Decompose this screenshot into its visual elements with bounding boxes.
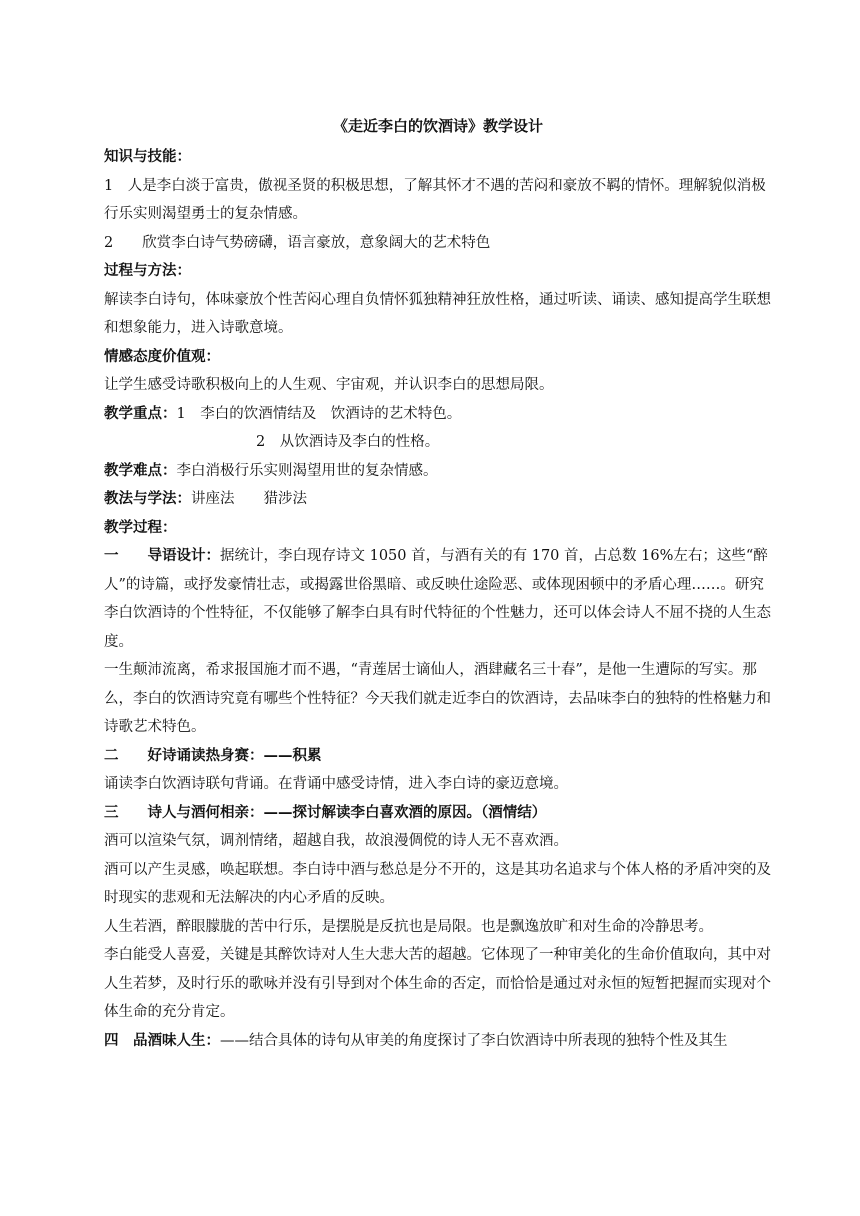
section-3-para-4: 李白能受人喜爱，关键是其醉饮诗对人生大悲大苦的超越。它体现了一种审美化的生命价值取向，其中对人生若梦，及时行乐的歌咏并没有引导到对个体生命的否定，而恰恰是通过对永恒的短暂把握而实现对个体生命的充分肯定。 — [104, 947, 771, 1020]
section-3-para-3: 人生若酒，醉眼朦胧的苦中行乐，是摆脱是反抗也是局限。也是飘逸放旷和对生命的冷静思考。 — [104, 918, 713, 935]
knowledge-item-1: 1 人是李白淡于富贵，傲视圣贤的积极思想，了解其怀才不遇的苦闷和豪放不羁的情怀。理解貌似消极行乐实则渴望勇士的复杂情感。 — [104, 177, 766, 222]
section-3-para-1: 酒可以渲染气氛，调剂情绪，超越自我，故浪漫倜傥的诗人无不喜欢酒。 — [104, 833, 568, 849]
method-label: 教法与学法： — [104, 491, 191, 507]
focus-label: 教学重点： — [104, 405, 177, 422]
section-3-para-2: 酒可以产生灵感，唤起联想。李白诗中酒与愁总是分不开的，这是其功名追求与个体人格的矛盾冲突的及时现实的悲观和无法解决的内心矛盾的反映。 — [104, 861, 771, 906]
knowledge-heading: 知识与技能： — [104, 149, 191, 165]
focus-row — [104, 400, 772, 429]
difficulty-row — [104, 457, 772, 486]
section-4-label: 四 品酒味人生： — [104, 1032, 220, 1049]
emotion-text: 让学生感受诗歌积极向上的人生观、宇宙观，并认识李白的思想局限。 — [104, 377, 554, 393]
procedure-heading: 教学过程： — [104, 519, 177, 536]
section-1-label: 一 导语设计： — [104, 548, 220, 564]
section-1 — [104, 542, 772, 656]
difficulty-text: 李白消极行乐实则渴望用世的复杂情感。 — [176, 462, 438, 479]
difficulty-label: 教学难点： — [104, 462, 177, 479]
section-1-text: 据统计，李白现存诗文 1050 首，与酒有关的有 170 首，占总数 16%左右；这些“醉人”的诗篇，或抒发豪情壮志，或揭露世俗黑暗、或反映仕途险恶、或体现困顿中的矛盾心理……。研究李白饮酒诗的个性特征，不仅能够了解李白具有时代特征的个性魅力，还可以体会诗人不屈不挠的人生态度。 — [104, 548, 771, 650]
focus-item-2: 2 从饮酒诗及李白的性格。 — [256, 434, 440, 450]
focus-item-1: 1 李白的饮酒情结及 饮酒诗的艺术特色。 — [176, 405, 462, 422]
emotion-heading: 情感态度价值观： — [104, 348, 220, 365]
method-text: 讲座法 猎涉法 — [191, 491, 307, 507]
section-1-para-2: 一生颠沛流离，希求报国施才而不遇，“青莲居士谪仙人，酒肆藏名三十春”，是他一生遭际的写实。那么，李白的饮酒诗究竟有哪些个性特征？今天我们就走近李白的饮酒诗，去品味李白的独特的性格魅力和诗歌艺术特色。 — [104, 662, 771, 735]
section-4 — [104, 1027, 772, 1056]
method-row — [104, 485, 772, 514]
section-2-text: 诵读李白饮酒诗联句背诵。在背诵中感受诗情，进入李白诗的豪迈意境。 — [104, 776, 568, 792]
section-4-text: ——结合具体的诗句从审美的角度探讨了李白饮酒诗中所表现的独特个性及其生 — [220, 1032, 728, 1049]
section-3-heading: 三 诗人与酒何相亲：——探讨解读李白喜欢酒的原因。（酒情结） — [104, 804, 547, 821]
process-heading: 过程与方法： — [104, 263, 191, 279]
knowledge-item-2: 2 欣赏李白诗气势磅礴，语言豪放，意象阔大的艺术特色 — [104, 234, 491, 251]
document-page — [104, 112, 772, 1055]
section-2-heading: 二 好诗诵读热身赛：——积累 — [104, 747, 322, 764]
document-title: 《走近李白的饮酒诗》教学设计 — [332, 117, 543, 135]
process-text: 解读李白诗句，体味豪放个性苦闷心理自负情怀狐独精神狂放性格，通过听读、诵读、感知提高学生联想和想象能力，进入诗歌意境。 — [104, 291, 771, 336]
